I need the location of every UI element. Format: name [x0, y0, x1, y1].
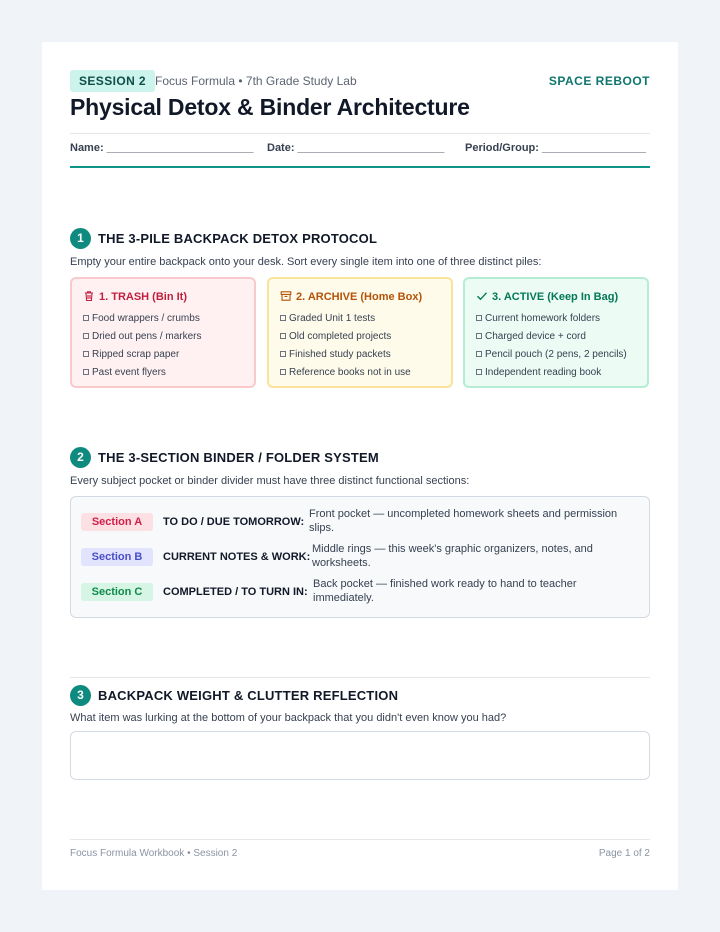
- footer-workbook-label: Focus Formula Workbook • Session 2: [70, 848, 238, 859]
- list-item[interactable]: Current homework folders: [476, 310, 636, 328]
- checkbox-icon[interactable]: [83, 333, 89, 339]
- section-label: TO DO / DUE TOMORROW:: [163, 516, 305, 528]
- section-label: CURRENT NOTES & WORK:: [163, 551, 311, 563]
- checkbox-icon[interactable]: [476, 333, 482, 339]
- section-tag: Section A: [81, 513, 153, 531]
- period-field[interactable]: Period/Group: _________________: [465, 142, 647, 154]
- trash-icon: [83, 291, 99, 303]
- section-2-description: Every subject pocket or binder divider must have three distinct functional sections:: [70, 475, 470, 487]
- footer-divider: [70, 839, 650, 840]
- binder-row: [81, 575, 639, 609]
- pile-trash: [70, 277, 256, 388]
- list-item[interactable]: Dried out pens / markers: [83, 328, 243, 346]
- section-title: BACKPACK WEIGHT & CLUTTER REFLECTION: [98, 688, 399, 703]
- checkbox-icon[interactable]: [83, 315, 89, 321]
- pile-archive: [267, 277, 453, 388]
- section-tag: Section B: [81, 548, 153, 566]
- list-item[interactable]: Finished study packets: [280, 346, 440, 364]
- section-1-description: Empty your entire backpack onto your desk. Sort every single item into one of three distinct piles:: [70, 256, 542, 268]
- checkmark-icon: [476, 291, 492, 303]
- checkbox-icon[interactable]: [83, 369, 89, 375]
- name-field[interactable]: Name: ________________________: [70, 142, 254, 154]
- header-tag: SPACE REBOOT: [548, 74, 650, 88]
- checkbox-icon[interactable]: [476, 315, 482, 321]
- session-badge: SESSION 2: [70, 70, 155, 92]
- section-text: Back pocket — finished work ready to hand to teacher immediately.: [313, 578, 577, 604]
- section-tag: Section C: [81, 583, 153, 601]
- checkbox-icon[interactable]: [476, 351, 482, 357]
- checkbox-icon[interactable]: [280, 369, 286, 375]
- checkbox-icon[interactable]: [476, 369, 482, 375]
- section-text: Front pocket — uncompleted homework sheets and permission slips.: [309, 508, 618, 534]
- list-item[interactable]: Charged device + cord: [476, 328, 636, 346]
- checkbox-icon[interactable]: [280, 315, 286, 321]
- archive-box-icon: [280, 291, 296, 303]
- list-item[interactable]: Reference books not in use: [280, 364, 440, 382]
- section-number: 3: [70, 685, 91, 706]
- section-title: THE 3-PILE BACKPACK DETOX PROTOCOL: [98, 231, 378, 246]
- list-item[interactable]: Past event flyers: [83, 364, 243, 382]
- section-title: THE 3-SECTION BINDER / FOLDER SYSTEM: [98, 450, 379, 465]
- page-number: Page 1 of 2: [598, 848, 650, 859]
- section-number: 2: [70, 447, 91, 468]
- list-item[interactable]: Food wrappers / crumbs: [83, 310, 243, 328]
- checkbox-icon[interactable]: [280, 333, 286, 339]
- divider: [70, 133, 650, 134]
- header-subtitle: Focus Formula • 7th Grade Study Lab: [155, 74, 357, 88]
- pile-title: 3. ACTIVE (Keep In Bag): [492, 291, 619, 303]
- reflection-answer-box[interactable]: [70, 731, 650, 780]
- list-item[interactable]: Ripped scrap paper: [83, 346, 243, 364]
- worksheet-page: [42, 42, 678, 890]
- binder-system-box: [70, 496, 650, 618]
- binder-row: [81, 505, 639, 539]
- header-topline: [70, 70, 650, 92]
- header-accent-rule: [70, 166, 650, 168]
- divider: [70, 677, 650, 678]
- list-item[interactable]: Pencil pouch (2 pens, 2 pencils): [476, 346, 636, 364]
- list-item[interactable]: Independent reading book: [476, 364, 636, 382]
- pile-title: 1. TRASH (Bin It): [99, 291, 187, 303]
- checkbox-icon[interactable]: [83, 351, 89, 357]
- checkbox-icon[interactable]: [280, 351, 286, 357]
- list-item[interactable]: Graded Unit 1 tests: [280, 310, 440, 328]
- pile-title: 2. ARCHIVE (Home Box): [296, 291, 423, 303]
- section-label: COMPLETED / TO TURN IN:: [163, 586, 308, 598]
- student-fields: [70, 142, 650, 156]
- binder-row: [81, 540, 639, 574]
- pile-active: [463, 277, 649, 388]
- list-item[interactable]: Old completed projects: [280, 328, 440, 346]
- date-field[interactable]: Date: ________________________: [267, 142, 445, 154]
- page-title: Physical Detox & Binder Architecture: [70, 94, 470, 120]
- reflection-question: What item was lurking at the bottom of your backpack that you didn't even know you had?: [70, 712, 507, 724]
- section-text: Middle rings — this week's graphic organizers, notes, and worksheets.: [312, 543, 593, 569]
- section-number: 1: [70, 228, 91, 249]
